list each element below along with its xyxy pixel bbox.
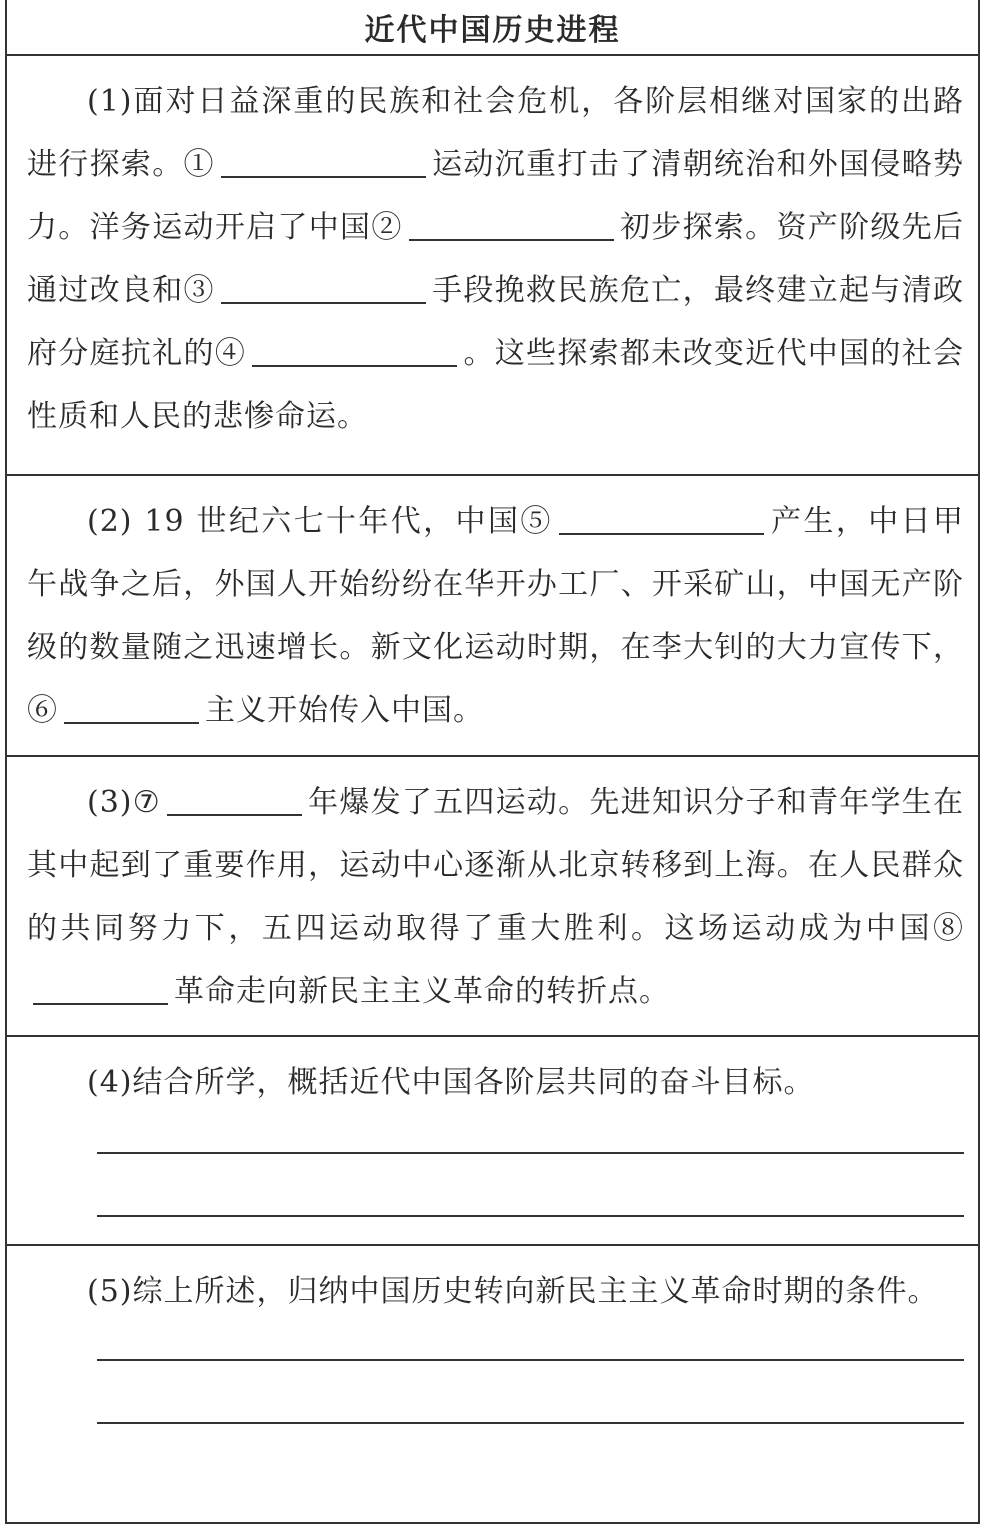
title-row [7, 0, 978, 56]
question-3-text-part: 年爆发了五四运动。先进知识分子和青年学生在其中起到了重要作用，运动中心逐渐从北京转移到上海。在人民群众的共同努力下，五四运动取得了重大胜利。这场运动成为中国⑧ [27, 785, 965, 946]
question-4-text: (4)结合所学，概括近代中国各阶层共同的奋斗目标。 [87, 1065, 815, 1100]
question-4-section [7, 1037, 978, 1246]
question-1-section [7, 56, 978, 476]
blank-6[interactable] [64, 692, 199, 724]
blank-1[interactable] [221, 146, 426, 178]
answer-line[interactable] [97, 1152, 964, 1154]
question-2-text-part: (2) 19 世纪六七十年代，中国⑤ [87, 504, 553, 539]
worksheet-table [5, 0, 980, 1524]
question-2-text-part: 产生，中日甲午战争之后，外国人开始纷纷在华开办工厂、开采矿山，中国无产阶级的数量随之迅速增长。新文化运动时期，在李大钊的大力宣传下，⑥ [27, 504, 964, 728]
blank-8[interactable] [33, 973, 168, 1005]
question-1-text-part: 手段挽救民族危亡，最终建立起与清政府分庭抗礼的④ [27, 273, 965, 371]
blank-4[interactable] [252, 335, 457, 367]
blank-2[interactable] [409, 209, 614, 241]
question-5-text: (5)综上所述，归纳中国历史转向新民主主义革命时期的条件。 [87, 1274, 939, 1309]
question-1-text-part: (1)面对日益深重的民族和社会危机，各阶层相继对国家的出路进行探索。① [27, 84, 964, 182]
question-3-section [7, 757, 978, 1037]
page-title: 近代中国历史进程 [364, 13, 621, 48]
question-2-text-part: 主义开始传入中国。 [205, 693, 484, 728]
blank-5[interactable] [559, 503, 764, 535]
question-1-text-part: 。这些探索都未改变近代中国的社会性质和人民的悲惨命运。 [27, 336, 965, 434]
question-1-text-part: 初步探索。资产阶级先后通过改良和③ [27, 210, 965, 308]
blank-7[interactable] [167, 784, 302, 816]
answer-line[interactable] [97, 1215, 964, 1217]
answer-line[interactable] [97, 1422, 964, 1424]
answer-line[interactable] [97, 1359, 964, 1361]
question-2-text [27, 490, 964, 742]
question-1-text-part: 运动沉重打击了清朝统治和外国侵略势力。洋务运动开启了中国② [27, 147, 965, 245]
question-3-text-part: 革命走向新民主主义革命的转折点。 [174, 974, 670, 1009]
question-3-text-part: (3)⑦ [87, 785, 161, 820]
question-5-section [7, 1246, 978, 1524]
blank-3[interactable] [221, 272, 426, 304]
question-3-text [27, 771, 964, 1023]
question-1-text [27, 70, 964, 448]
question-2-section [7, 476, 978, 757]
